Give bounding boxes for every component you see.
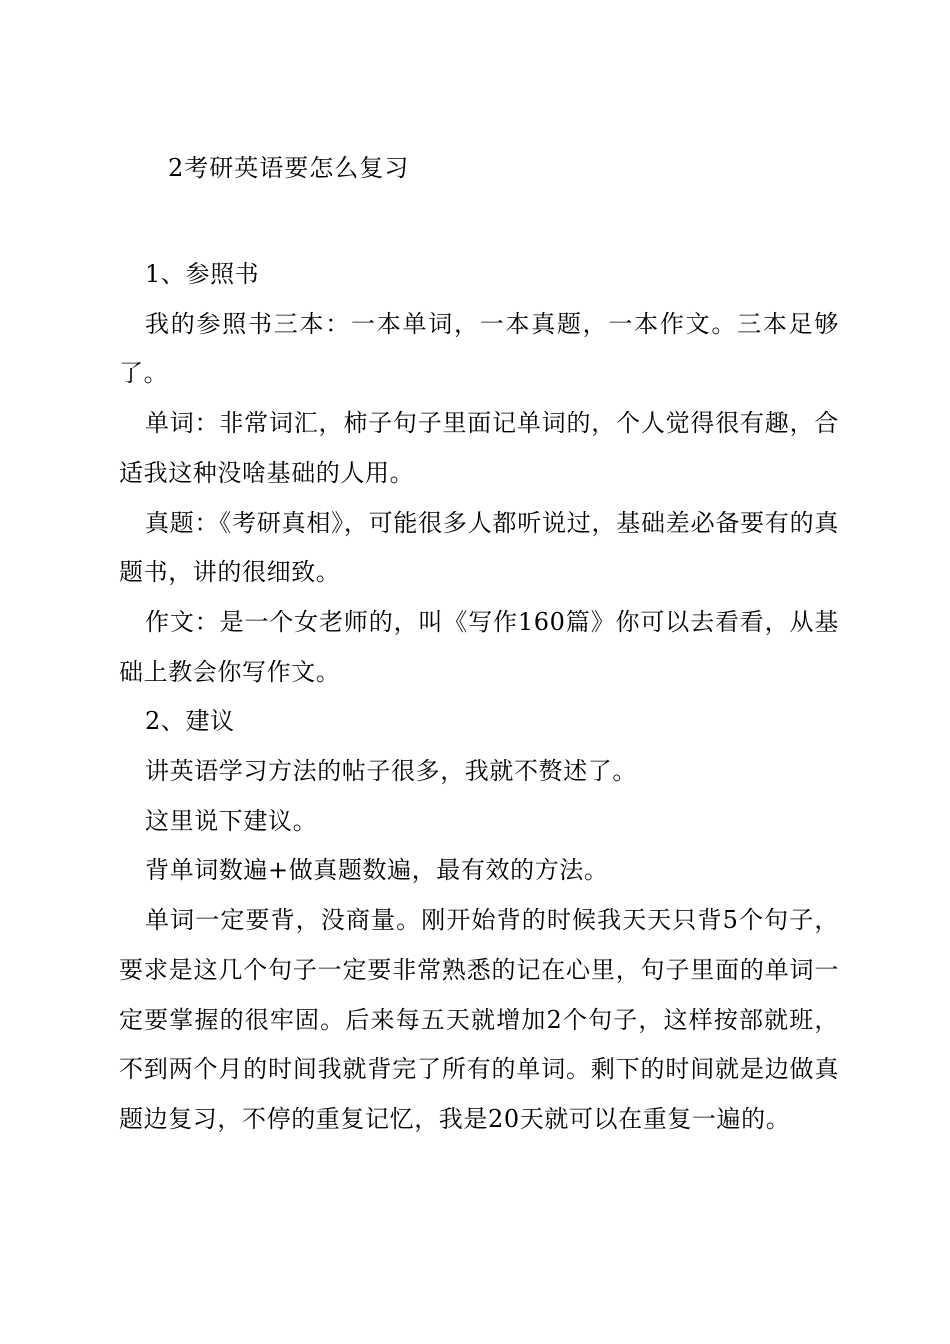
document-title: 2考研英语要怎么复习 (168, 154, 410, 182)
paragraph: 真题：《考研真相》，可能很多人都听说过，基础差必备要有的真题书，讲的很细致。 (119, 508, 839, 587)
paragraph: 背单词数遍+做真题数遍，最有效的方法。 (145, 856, 609, 885)
paragraph: 单词：非常词汇，柿子句子里面记单词的，个人觉得很有趣，合适我这种没啥基础的人用。 (119, 409, 839, 487)
paragraph: 作文：是一个女老师的，叫《写作160篇》你可以去看看，从基础上教会你写作文。 (119, 607, 839, 686)
paragraph: 我的参照书三本：一本单词，一本真题，一本作文。三本足够了。 (119, 309, 839, 388)
paragraph: 这里说下建议。 (145, 806, 318, 835)
paragraph: 单词一定要背，没商量。刚开始背的时候我天天只背5个句子，要求是这几个句子一定要非常熟悉的记在心里，句子里面的单词一定要掌握的很牢固。后来每五天就增加2个句子，这样按部就班，不到两个月的时间我就背完了所有的单词。剩下的时间就是边做真题边复习，不停的重复记忆，我是20天就可以在重复一遍的。 (119, 906, 839, 1133)
section-heading-reference-books: 1、参照书 (145, 260, 260, 288)
section-heading-suggestions: 2、建议 (145, 707, 235, 736)
paragraph: 讲英语学习方法的帖子很多，我就不赘述了。 (145, 757, 637, 786)
document-body (119, 250, 839, 1145)
